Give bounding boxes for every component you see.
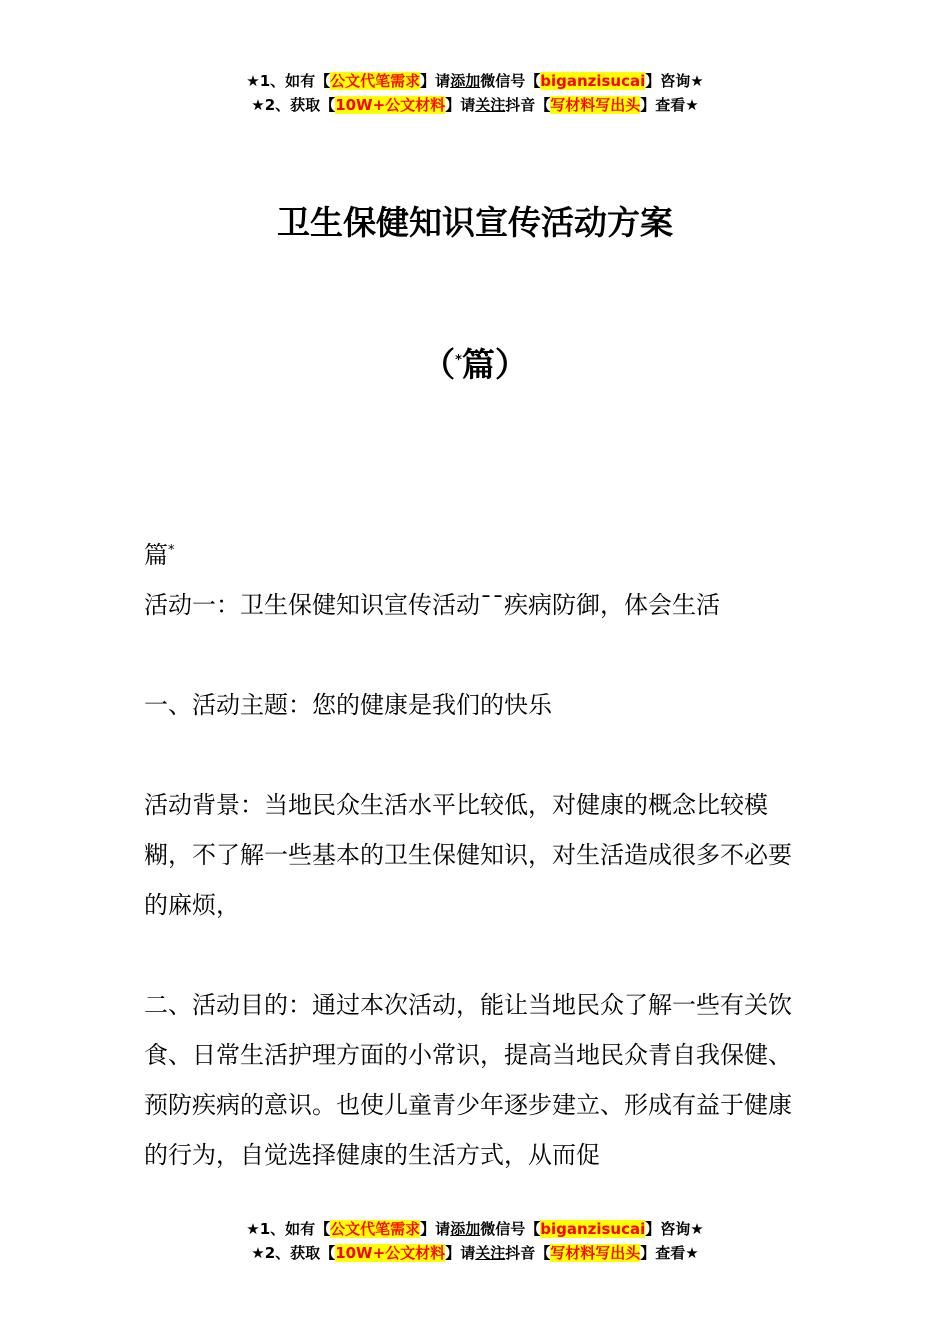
header-notice (0, 69, 950, 117)
notice-underline: 关注 (475, 96, 506, 114)
notice-underline: 添加 (450, 1220, 481, 1238)
activity-background: 活动背景：当地民众生活水平比较低，对健康的概念比较模糊，不了解一些基本的卫生保健知识，对生活造成很多不必要的麻烦， (144, 791, 792, 919)
notice-line-1 (0, 1217, 950, 1241)
notice-text: ★2、获取【 (251, 96, 336, 114)
notice-underline: 关注 (475, 1244, 506, 1262)
notice-highlight: biganzisucai (540, 1220, 646, 1238)
notice-text: 抖音【 (505, 96, 551, 114)
notice-text: 微信号【 (480, 72, 541, 90)
notice-text: 】请 (420, 1220, 451, 1238)
notice-text: ★2、获取【 (251, 1244, 336, 1262)
activity-heading: 活动一：卫生保健知识宣传活动¯¯疾病防御，体会生活 (144, 591, 720, 619)
notice-text: 】请 (445, 1244, 476, 1262)
notice-text: ★1、如有【 (246, 1220, 331, 1238)
notice-line-2 (0, 1241, 950, 1265)
notice-text: 微信号【 (480, 1220, 541, 1238)
activity-purpose: 二、活动目的：通过本次活动，能让当地民众了解一些有关饮食、日常生活护理方面的小常识，提高当地民众青自我保健、预防疾病的意识。也使儿童青少年逐步建立、形成有益于健康的行为，自觉选择健康的生活方式，从而促 (144, 991, 792, 1169)
notice-line-1 (0, 69, 950, 93)
paragraph-gap (144, 630, 808, 680)
notice-text: 】请 (445, 96, 476, 114)
subtitle-text: 篇） (461, 345, 528, 384)
notice-text: 】查看★ (640, 1244, 699, 1262)
notice-highlight: 写材料写出头 (550, 96, 641, 114)
document-subtitle (0, 340, 950, 390)
notice-highlight: biganzisucai (540, 72, 646, 90)
notice-text: ★1、如有【 (246, 72, 331, 90)
notice-text: 抖音【 (505, 1244, 551, 1262)
notice-highlight: 写材料写出头 (550, 1244, 641, 1262)
notice-text: 】咨询★ (645, 1220, 704, 1238)
subtitle-paren: （ (422, 345, 456, 384)
footer-notice (0, 1217, 950, 1265)
notice-highlight: 公文代笔需求 (330, 1220, 421, 1238)
section-label (144, 530, 808, 580)
section-label-text: 篇 (144, 541, 168, 569)
section-mark: * (168, 543, 175, 558)
notice-highlight: 10W+公文材料 (335, 96, 446, 114)
document-title: 卫生保健知识宣传活动方案 (277, 203, 673, 242)
activity-theme: 一、活动主题：您的健康是我们的快乐 (144, 691, 552, 719)
notice-highlight: 10W+公文材料 (335, 1244, 446, 1262)
subtitle-mark: * (455, 353, 462, 368)
paragraph-gap (144, 730, 808, 780)
paragraph-gap (144, 930, 808, 980)
notice-text: 】咨询★ (645, 72, 704, 90)
document-body (144, 530, 808, 1180)
notice-line-2 (0, 93, 950, 117)
notice-highlight: 公文代笔需求 (330, 72, 421, 90)
notice-text: 】查看★ (640, 96, 699, 114)
notice-text: 】请 (420, 72, 451, 90)
notice-underline: 添加 (450, 72, 481, 90)
